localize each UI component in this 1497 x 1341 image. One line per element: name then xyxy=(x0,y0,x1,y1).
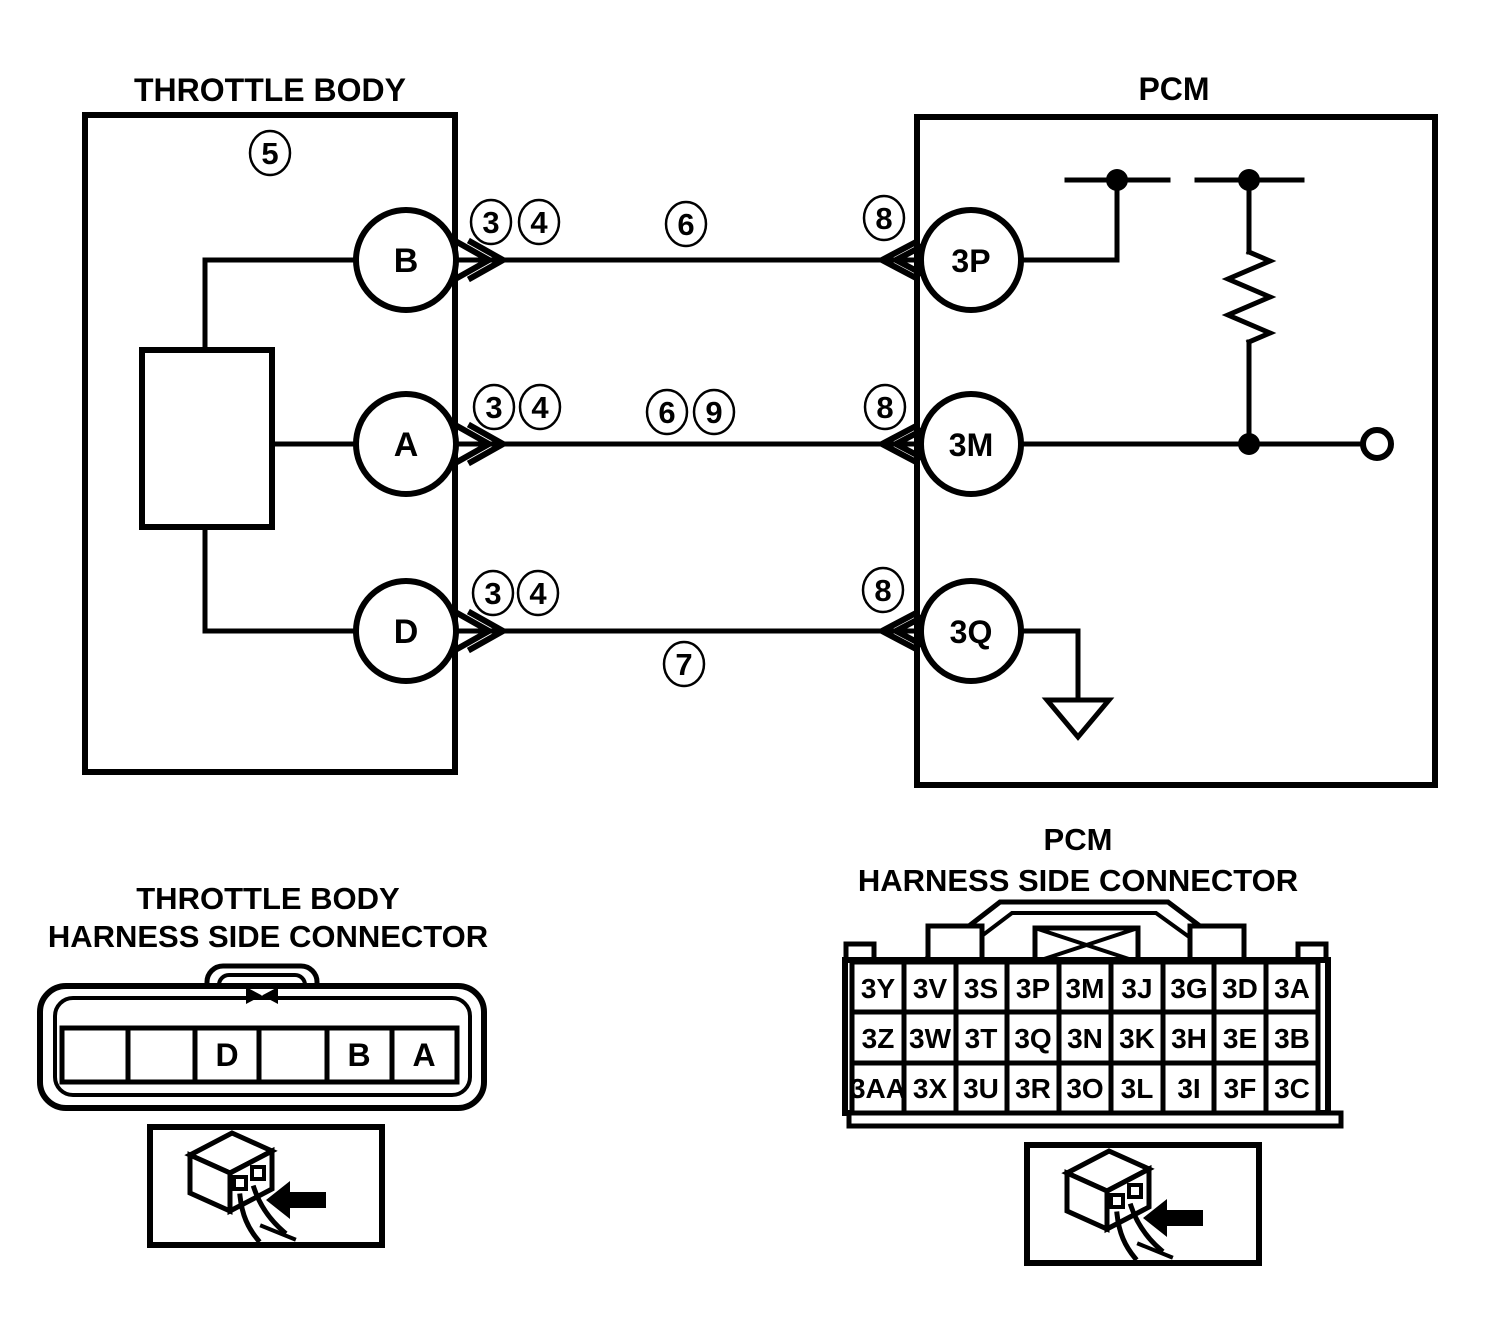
pcm-pin-label: 3F xyxy=(1223,1073,1257,1104)
terminal-3q xyxy=(921,581,1021,681)
callout-8 xyxy=(863,568,903,612)
pcm-title: PCM xyxy=(1138,71,1210,107)
hood-tab-left xyxy=(928,926,982,962)
callout-3 xyxy=(471,200,511,244)
svg-text:7: 7 xyxy=(675,647,693,682)
throttle-body-title: THROTTLE BODY xyxy=(134,72,406,108)
terminal-b xyxy=(356,210,456,310)
pcm-pin-label: 3AA xyxy=(849,1073,907,1104)
pcm-connector-label-line1: PCM xyxy=(1043,822,1113,857)
terminal-d xyxy=(356,581,456,681)
pcm-pin-grid xyxy=(850,962,1318,1113)
tb-connector-label-line1: THROTTLE BODY xyxy=(136,881,400,916)
terminal-3m xyxy=(921,394,1021,494)
tb-connector-label-line2: HARNESS SIDE CONNECTOR xyxy=(47,919,489,954)
svg-text:9: 9 xyxy=(705,395,723,430)
callout-4 xyxy=(518,571,558,615)
cavity-label: A xyxy=(412,1037,436,1073)
callout-8 xyxy=(864,196,904,240)
pcm-pin-label: 3L xyxy=(1120,1073,1154,1104)
terminal-a xyxy=(356,394,456,494)
callout-text: 5 xyxy=(261,136,279,171)
callout-7 xyxy=(664,642,704,686)
pcm-pin-label: 3P xyxy=(1015,973,1051,1004)
callout-9 xyxy=(694,390,734,434)
terminal-3p xyxy=(921,210,1021,310)
hood-tab-right xyxy=(1190,926,1244,962)
pcm-pin-label: 3C xyxy=(1274,1073,1310,1104)
pcm-pin-label: 3R xyxy=(1015,1073,1051,1104)
callout-6 xyxy=(647,390,687,434)
pcm-pin-label: 3I xyxy=(1177,1073,1201,1104)
svg-text:4: 4 xyxy=(530,205,548,240)
cavity-label: D xyxy=(215,1037,239,1073)
terminal-d-label: D xyxy=(393,613,419,651)
open-terminal-icon xyxy=(1363,430,1391,458)
callout-4 xyxy=(519,200,559,244)
terminal-3p-label: 3P xyxy=(951,243,991,279)
svg-text:6: 6 xyxy=(658,395,676,430)
callout-3 xyxy=(473,571,513,615)
pcm-connector-label-line2: HARNESS SIDE CONNECTOR xyxy=(857,863,1299,898)
svg-text:8: 8 xyxy=(874,573,892,608)
pcm-pin-label: 3Y xyxy=(860,973,896,1004)
callout-5 xyxy=(250,131,290,175)
terminal-a-label: A xyxy=(393,426,419,464)
callout-8 xyxy=(865,385,905,429)
pcm-pin-label: 3N xyxy=(1067,1023,1103,1054)
svg-text:4: 4 xyxy=(531,390,549,425)
terminal-3q-label: 3Q xyxy=(949,614,993,650)
pcm-pin-label: 3J xyxy=(1121,973,1153,1004)
svg-text:6: 6 xyxy=(677,207,695,242)
svg-text:3: 3 xyxy=(485,390,503,425)
pcm-pin-label: 3V xyxy=(912,973,948,1004)
svg-text:8: 8 xyxy=(875,201,893,236)
pcm-pin-label: 3Q xyxy=(1014,1023,1052,1054)
callout-3 xyxy=(474,385,514,429)
svg-text:3: 3 xyxy=(484,576,502,611)
pcm-harness-connector xyxy=(845,822,1341,1126)
pcm-pin-label: 3H xyxy=(1171,1023,1207,1054)
pcm-pin-label: 3B xyxy=(1274,1023,1310,1054)
junction-dot xyxy=(1106,169,1128,191)
callout-6 xyxy=(666,202,706,246)
pcm-pin-label: 3T xyxy=(964,1023,998,1054)
svg-text:3: 3 xyxy=(482,205,500,240)
terminal-b-label: B xyxy=(393,242,419,280)
pcm-pin-label: 3K xyxy=(1119,1023,1155,1054)
terminal-3m-label: 3M xyxy=(948,427,994,463)
pcm-pin-label: 3M xyxy=(1065,973,1105,1004)
svg-text:8: 8 xyxy=(876,390,894,425)
pcm-pin-label: 3Z xyxy=(861,1023,895,1054)
junction-dot xyxy=(1238,433,1260,455)
pcm-pin-label: 3D xyxy=(1222,973,1258,1004)
cavity-label: B xyxy=(347,1037,371,1073)
svg-text:4: 4 xyxy=(529,576,547,611)
pcm-pin-label: 3U xyxy=(963,1073,999,1104)
pcm-pin-label: 3E xyxy=(1222,1023,1258,1054)
tb-connector-cavities xyxy=(62,1028,457,1082)
pcm-pin-label: 3X xyxy=(912,1073,948,1104)
pcm-pin-label: 3A xyxy=(1274,973,1310,1004)
pcm-pin-label: 3O xyxy=(1066,1073,1104,1104)
pcm-pin-label: 3S xyxy=(963,973,999,1004)
pcm-pin-label: 3G xyxy=(1170,973,1208,1004)
pcm-pin-label: 3W xyxy=(909,1023,951,1054)
connector-keying-box-icon xyxy=(1035,928,1138,962)
callout-4 xyxy=(520,385,560,429)
